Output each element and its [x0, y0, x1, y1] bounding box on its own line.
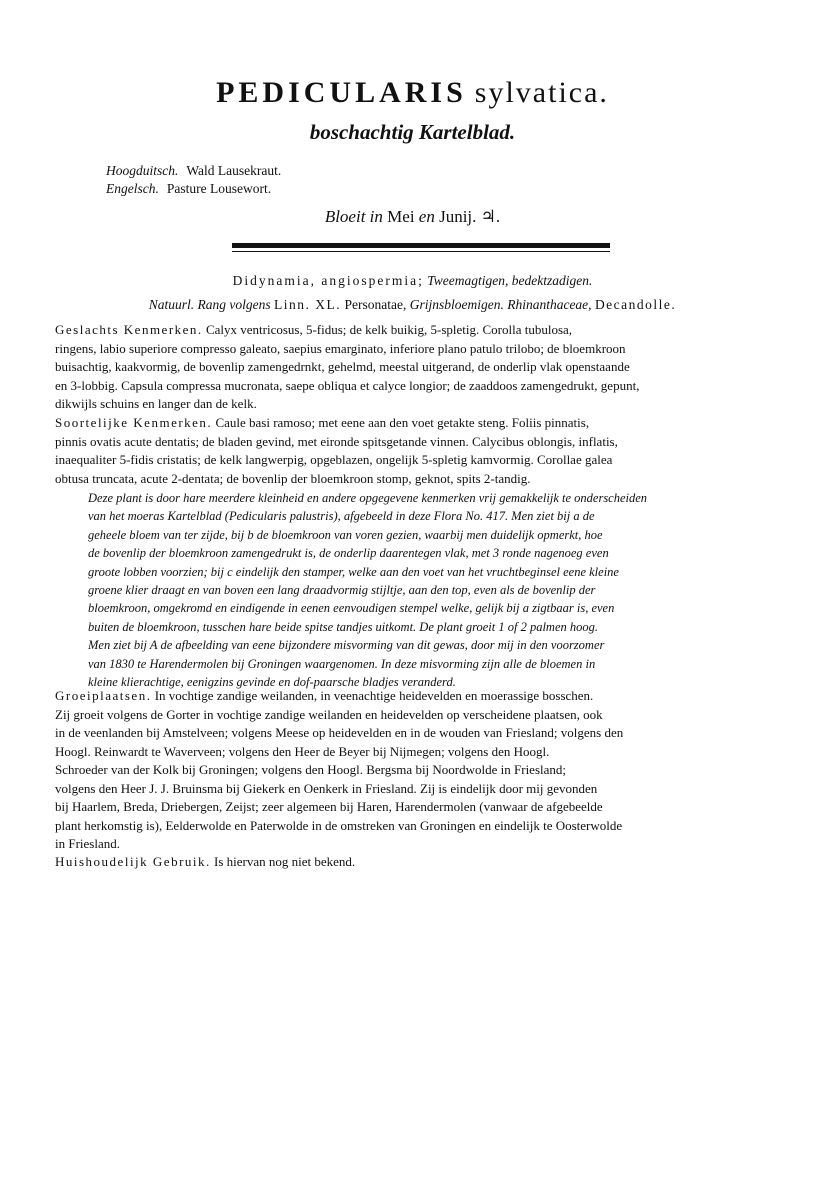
vernacular-lang: Engelsch. [106, 181, 159, 196]
note-line: groote lobben voorzien; bij c eindelijk den stamper, welke aan den voet van het vruchtbeginsel eene kleine [88, 564, 619, 579]
text-line: bij Haarlem, Breda, Driebergen, Zeijst; zeer algemeen bij Haren, Harendermolen (vanwaar de afgebeelde [55, 799, 603, 814]
rank-linnaeus: Linn. XL. [273, 297, 342, 312]
bloom-month-2: Junij. [439, 207, 477, 226]
text-line: Hoogl. Reinwardt te Waverveen; volgens den Heer de Beyer bij Nijmegen; volgens den Hoogl. [55, 743, 550, 759]
title-species: sylvatica. [474, 76, 609, 109]
section-label: Groeiplaatsen. [55, 688, 152, 703]
note-line: geheele bloem van ter zijde, bij b de bloemkroon van voren gezien, waarbij men duidelijk opmerkt, hoe [88, 527, 603, 542]
rank-dutch: Grijnsbloemigen. [409, 297, 504, 312]
bloom-line [0, 207, 825, 227]
vernacular-german [106, 163, 281, 179]
rank-rhinanthaceae: Rhinanthaceae, [507, 297, 592, 312]
note-line: groene klier draagt en van boven een lang draadvormig stijltje, aan den top, even als de bovenlip der [88, 583, 596, 598]
classification-dutch: Tweemagtigen, bedektzadigen. [427, 273, 593, 288]
text-line: pinnis ovatis acute dentatis; de bladen gevind, met eironde spitsgetande vinnen. Calycibus oblongis, inflatis, [55, 433, 618, 449]
text-line: Zij groeit volgens de Gorter in vochtige zandige weilanden en heidevelden op verscheidene plaatsen, ook [55, 706, 603, 722]
text-line [55, 321, 777, 340]
note-line: Deze plant is door hare meerdere kleinheid en andere opgegevene kenmerken vrij gemakkelijk te onderscheiden [88, 491, 648, 505]
text-line: in Friesland. [55, 836, 120, 851]
section-label: Soortelijke Kenmerken. [55, 415, 213, 430]
classification-line [0, 273, 825, 289]
divider-thick [232, 243, 610, 248]
page-title [0, 76, 825, 110]
text-line-content: Caule basi ramoso; met eene aan den voet getakte steng. Foliis pinnatis, [215, 415, 590, 430]
text-line: in de veenlanden bij Amstelveen; volgens Meese op heidevelden en in de wouden van Friesland; volgens den [55, 725, 624, 740]
specific-characters [55, 414, 777, 488]
text-line [55, 687, 777, 706]
classification-system: Didynamia, angiospermia; [232, 273, 424, 288]
perennial-symbol: ♃. [480, 207, 501, 226]
section-label: Huishoudelijk Gebruik. [55, 854, 211, 869]
habitat-section [55, 687, 777, 854]
bloom-month-1: Mei [387, 207, 415, 226]
note-line: Men ziet bij A de afbeelding van eene bijzondere misvorming van dit gewas, door mij in den voorzomer [88, 638, 605, 653]
text-line-content: Calyx ventricosus, 5-fidus; de kelk buikig, 5-spletig. Corolla tubulosa, [205, 322, 573, 337]
rank-family: Personatae, [344, 297, 407, 312]
text-line: en 3-lobbig. Capsula compressa mucronata, saepe obliqua et calyce longior; de zaaddoos zamengedrukt, gepunt, [55, 377, 640, 393]
vernacular-english [106, 181, 271, 197]
text-line: dikwijls schuins en langer dan de kelk. [55, 396, 257, 411]
note-line: kleine klierachtige, eenigzins gevinde en dof-paarsche bladjes veranderd. [88, 675, 456, 690]
rank-prefix: Natuurl. Rang volgens [148, 297, 271, 312]
page-subtitle: boschachtig Kartelblad. [309, 120, 516, 144]
text-line: volgens den Heer J. J. Bruinsma bij Giekerk en Oenkerk in Friesland. Zij is eindelijk door mij gevonden [55, 780, 598, 796]
text-line [55, 853, 777, 872]
rank-line [0, 297, 825, 313]
text-line: inaequaliter 5-fidis cristatis; de kelk langwerpig, opgeblazen, ongelijk 5-spletig kamvormig. Corollae galea [55, 452, 613, 467]
note-line: bloemkroon, omgekromd en eindigende in eenen eenvoudigen stempel welke, gelijk bij a zigtbaar is, even [88, 601, 615, 616]
section-label: Geslachts Kenmerken. [55, 322, 203, 337]
note-line: van 1830 te Harendermolen bij Groningen waargenomen. In deze misvorming zijn alle de bloemen in [88, 656, 596, 671]
vernacular-lang: Hoogduitsch. [106, 163, 179, 178]
note-line: de bovenlip der bloemkroon zamengedrukt is, de onderlip daarentegen vlak, met 3 ronde nagenoeg even [88, 546, 609, 561]
uses-section [55, 853, 777, 872]
bloom-prefix: Bloeit in [324, 207, 383, 226]
note-line: van het moeras Kartelblad (Pedicularis palustris), afgebeeld in deze Flora No. 417. Men ziet bij a de [88, 509, 595, 524]
text-line: buisachtig, kaakvormig, de bovenlip zamengedrnkt, gehelmd, meestal uitgerand, de onderlip vlak openstaande [55, 359, 630, 374]
descriptive-note [88, 489, 776, 691]
rank-decandolle: Decandolle. [594, 297, 677, 312]
vernacular-name: Wald Lausekraut. [186, 163, 282, 178]
divider-thin [232, 251, 610, 252]
note-line: buiten de bloemkroon, tusschen hare beide spitse tandjes uitkomt. De plant groeit 1 of 2 palmen hoog. [88, 619, 598, 634]
vernacular-name: Pasture Lousewort. [166, 181, 272, 196]
uses-text: Is hiervan nog niet bekend. [214, 854, 356, 869]
generic-characters [55, 321, 777, 414]
bloom-joiner: en [418, 207, 435, 226]
title-genus: PEDICULARIS [216, 76, 467, 109]
text-line: ringens, labio superiore compresso galeato, saepius emarginato, inferiore plano patulo trilobo; de bloemkroon [55, 340, 626, 356]
text-line [55, 414, 777, 433]
text-line: Schroeder van der Kolk bij Groningen; volgens den Hoogl. Bergsma bij Noordwolde in Friesland; [55, 762, 567, 777]
text-line: obtusa truncata, acute 2-dentata; de bovenlip der bloemkroon stomp, geknot, spits 2-tandig. [55, 470, 531, 486]
text-line-content: In vochtige zandige weilanden, in veenachtige heidevelden en moerassige bosschen. [154, 688, 594, 703]
text-line: plant herkomstig is), Eelderwolde en Paterwolde in de omstreken van Groningen en eindelijk te Oosterwolde [55, 817, 623, 833]
